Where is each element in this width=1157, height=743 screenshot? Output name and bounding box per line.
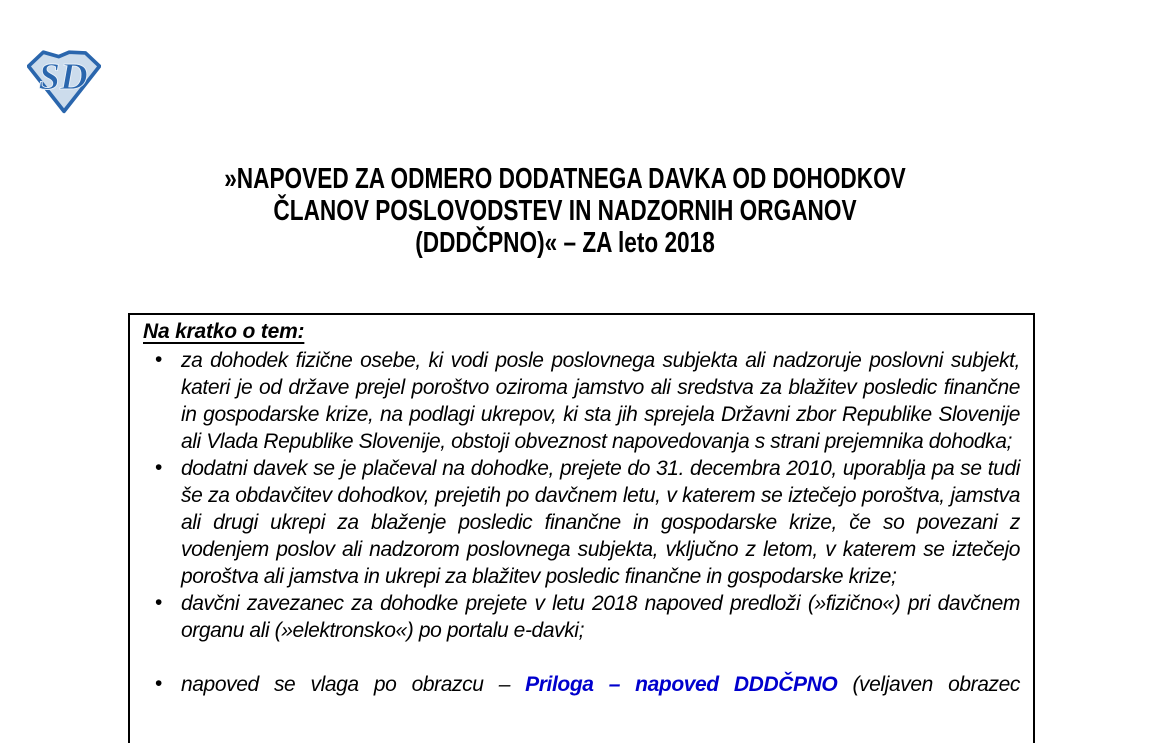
bullet-text xyxy=(181,671,1020,698)
summary-bullet-list xyxy=(143,347,1020,698)
bullet-text: dodatni davek se je plačeval na dohodke, prejete do 31. decembra 2010, uporablja pa se tudi še za obdavčitev dohodkov, prejetih po davčnem letu, v katerem se iztečejo poroštva, jamstva ali drugi ukrepi za blaženje posledic finančne in gospodarske krize, če so povezani z vodenjem poslov ali nadzorom poslovnega subjekta, vključno z letom, v katerem se iztečejo poroštva ali jamstva in ukrepi za blažitev posledic finančne in gospodarske krize; xyxy=(181,457,1020,588)
sd-diamond-logo-icon xyxy=(27,47,101,115)
summary-box xyxy=(128,313,1035,743)
bullet-marker: • xyxy=(155,591,162,614)
logo-letters: SD xyxy=(38,56,88,99)
summary-box-heading: Na kratko o tem: xyxy=(143,320,305,343)
page-title-line-2: ČLANOV POSLOVODSTEV IN NADZORNIH ORGANOV xyxy=(273,195,857,227)
bullet-text-prefix: napoved se vlaga po obrazcu – xyxy=(181,673,526,696)
sd-diamond-logo xyxy=(27,47,101,115)
bullet-text-suffix: (veljaven obrazec xyxy=(837,673,1020,696)
list-item xyxy=(143,347,1020,455)
page-title-line-1: »NAPOVED ZA ODMERO DODATNEGA DAVKA OD DOHODKOV xyxy=(224,163,906,195)
list-item xyxy=(143,590,1020,644)
priloga-napoved-dddcpno-link[interactable]: Priloga – napoved DDDČPNO xyxy=(525,673,838,696)
bullet-text: za dohodek fizične osebe, ki vodi posle poslovnega subjekta ali nadzoruje poslovni subjekt, kateri je od države prejel poroštvo oziroma jamstvo ali sredstva za blažitev posledic finančne in gospodarske krize, na podlagi ukrepov, ki sta jih sprejela Državni zbor Republike Slovenije ali Vlada Republike Slovenije, obstoji obveznost napovedovanja s strani prejemnika dohodka; xyxy=(181,349,1020,453)
page-title xyxy=(124,163,1005,259)
bullet-marker: • xyxy=(155,672,162,695)
page-title-line-3: (DDDČPNO)« – ZA leto 2018 xyxy=(415,227,715,259)
list-item xyxy=(143,455,1020,590)
list-item xyxy=(143,671,1020,698)
bullet-marker: • xyxy=(155,456,162,479)
bullet-text: davčni zavezanec za dohodke prejete v letu 2018 napoved predloži (»fizično«) pri davčnem organu ali (»elektronsko«) po portalu e-davki; xyxy=(181,592,1020,642)
bullet-marker: • xyxy=(155,348,162,371)
